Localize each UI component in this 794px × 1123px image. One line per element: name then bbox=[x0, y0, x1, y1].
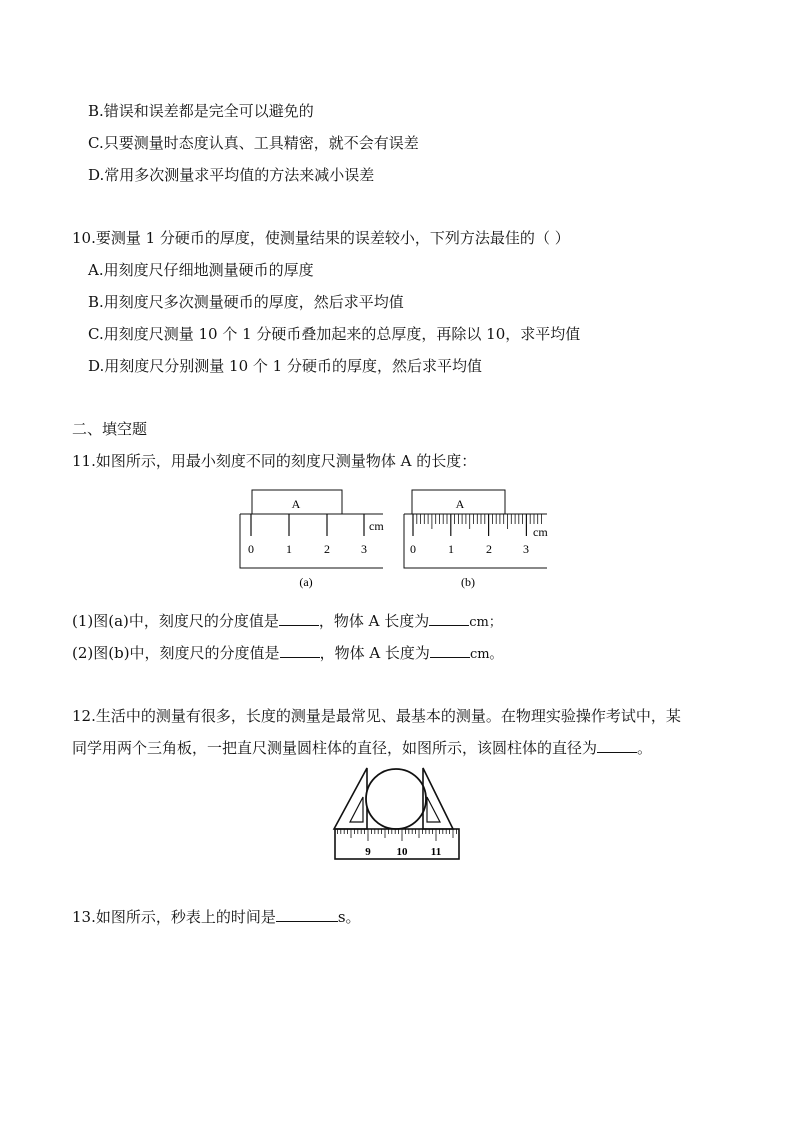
q11b-mm-ticks bbox=[413, 514, 542, 536]
q10-option-b: B.用刻度尺多次测量硬币的厚度，然后求平均值 bbox=[88, 293, 404, 311]
q10-stem: 10.要测量 1 分硬币的厚度，使测量结果的误差较小，下列方法最佳的（ ） bbox=[72, 229, 570, 247]
q11-sub2-blank-1[interactable] bbox=[280, 643, 320, 658]
q11a-tick-label-3: 3 bbox=[361, 542, 367, 556]
q11a-tick-label-1: 1 bbox=[286, 542, 292, 556]
q12-cylinder bbox=[366, 769, 426, 829]
section-title-fill-blank: 二、填空题 bbox=[72, 420, 148, 438]
q12-figure bbox=[330, 766, 464, 864]
q11b-tick-label-0: 0 bbox=[410, 542, 416, 556]
q11b-tick-label-2: 2 bbox=[486, 542, 492, 556]
q11a-tick-label-0: 0 bbox=[248, 542, 254, 556]
q9-option-c: C.只要测量时态度认真、工具精密，就不会有误差 bbox=[88, 134, 419, 152]
q11b-tick-label-1: 1 bbox=[448, 542, 454, 556]
q11-sub1-blank-1[interactable] bbox=[279, 611, 319, 626]
q11b-caption: (b) bbox=[461, 575, 475, 589]
q12-blank[interactable] bbox=[597, 738, 637, 753]
q11b-ruler-body bbox=[404, 514, 547, 568]
q11-sub1-text-b: ，物体 A 长度为 bbox=[318, 612, 430, 630]
q11a-tick-label-2: 2 bbox=[324, 542, 330, 556]
q11-figure-b bbox=[402, 486, 552, 592]
q11a-ruler-body bbox=[240, 514, 383, 568]
q11a-block-label: A bbox=[291, 497, 301, 511]
q13-blank[interactable] bbox=[276, 907, 338, 922]
q11-figure-a bbox=[238, 486, 388, 592]
q13-text-b: s。 bbox=[337, 908, 361, 926]
q11-sub1-text-c: cm； bbox=[469, 615, 502, 630]
q12-ruler-ticks bbox=[337, 829, 456, 841]
q11-sub2 bbox=[72, 643, 503, 665]
q11a-caption: (a) bbox=[299, 575, 313, 589]
q13-text-a: 13.如图所示，秒表上的时间是 bbox=[72, 908, 276, 926]
q9-option-d: D.常用多次测量求平均值的方法来减小误差 bbox=[88, 166, 375, 184]
q11-sub1 bbox=[72, 611, 502, 633]
q11-sub1-blank-2[interactable] bbox=[429, 611, 469, 626]
q11-sub2-text-c: cm。 bbox=[469, 647, 503, 662]
q13-stem bbox=[72, 907, 361, 927]
q9-option-b: B.错误和误差都是完全可以避免的 bbox=[88, 102, 314, 120]
q11b-tick-label-3: 3 bbox=[523, 542, 529, 556]
q11a-unit: cm bbox=[369, 519, 384, 533]
q12-line2-text-a: 同学用两个三角板，一把直尺测量圆柱体的直径，如图所示，该圆柱体的直径为 bbox=[72, 739, 598, 757]
q11b-unit: cm bbox=[533, 525, 548, 539]
q10-option-a: A.用刻度尺仔细地测量硬币的厚度 bbox=[88, 261, 314, 279]
q11b-block-label: A bbox=[455, 497, 465, 511]
q10-option-d: D.用刻度尺分别测量 10 个 1 分硬币的厚度，然后求平均值 bbox=[88, 357, 482, 375]
q11-sub2-text-a: (2)图(b)中，刻度尺的分度值是 bbox=[72, 644, 280, 662]
q11-sub2-text-b: ，物体 A 长度为 bbox=[319, 644, 430, 662]
q12-tick-label-9: 9 bbox=[365, 846, 371, 858]
q12-line-1: 12.生活中的测量有很多，长度的测量是最常见、最基本的测量。在物理实验操作考试中，某 bbox=[72, 707, 681, 725]
q10-option-c: C.用刻度尺测量 10 个 1 分硬币叠加起来的总厚度，再除以 10，求平均值 bbox=[88, 325, 581, 343]
q12-tick-label-10: 10 bbox=[396, 846, 408, 858]
q12-tick-label-11: 11 bbox=[430, 846, 442, 858]
q12-line2-text-b: 。 bbox=[637, 739, 653, 757]
q11-sub2-blank-2[interactable] bbox=[430, 643, 470, 658]
q12-line-2 bbox=[72, 738, 652, 758]
q11-stem: 11.如图所示，用最小刻度不同的刻度尺测量物体 A 的长度： bbox=[72, 452, 477, 470]
q11-sub1-text-a: (1)图(a)中，刻度尺的分度值是 bbox=[72, 612, 279, 630]
